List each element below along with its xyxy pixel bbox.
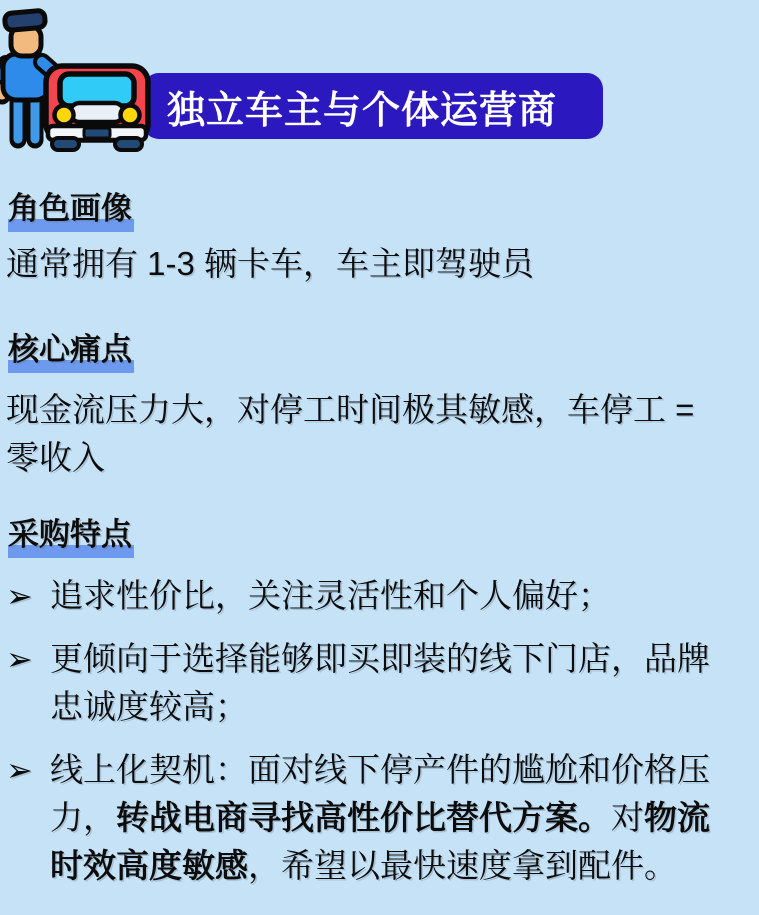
section-heading-pain-points: [8, 332, 134, 373]
bullet-item-offline-preference: [6, 635, 726, 731]
section-heading-role-profile: [8, 191, 134, 232]
bullet-text: 线上化契机：面对线下停产件的尴尬和价格压力，转战电商寻找高性价比替代方案。对物流时效高度敏感，希望以最快速度拿到配件。: [50, 751, 710, 884]
bullet-text: 更倾向于选择能够即买即装的线下门店，品牌忠诚度较高；: [50, 640, 710, 725]
bullet-text: 追求性价比，关注灵活性和个人偏好；: [50, 577, 611, 614]
section-heading-procurement: [8, 517, 134, 558]
heading-highlight: 核心痛点: [8, 332, 134, 373]
page-title: 独立车主与个体运营商: [167, 89, 558, 132]
owner-with-truck-icon: [0, 4, 170, 154]
arrow-bullet-icon: ➢: [6, 578, 33, 614]
procurement-bullet-list: [6, 572, 726, 905]
heading-highlight: 角色画像: [8, 191, 134, 232]
bullet-item-value: [6, 572, 726, 620]
bullet-item-online-opportunity: [6, 746, 726, 890]
arrow-bullet-icon: ➢: [6, 641, 33, 677]
role-profile-body: 通常拥有 1-3 辆卡车，车主即驾驶员: [6, 245, 535, 282]
arrow-bullet-icon: ➢: [6, 752, 33, 788]
truck-icon: [46, 66, 148, 150]
pain-points-body: 现金流压力大，对停工时间极其敏感，车停工 = 零收入: [6, 391, 695, 476]
heading-highlight: 采购特点: [8, 517, 134, 558]
header-banner: [143, 73, 603, 139]
